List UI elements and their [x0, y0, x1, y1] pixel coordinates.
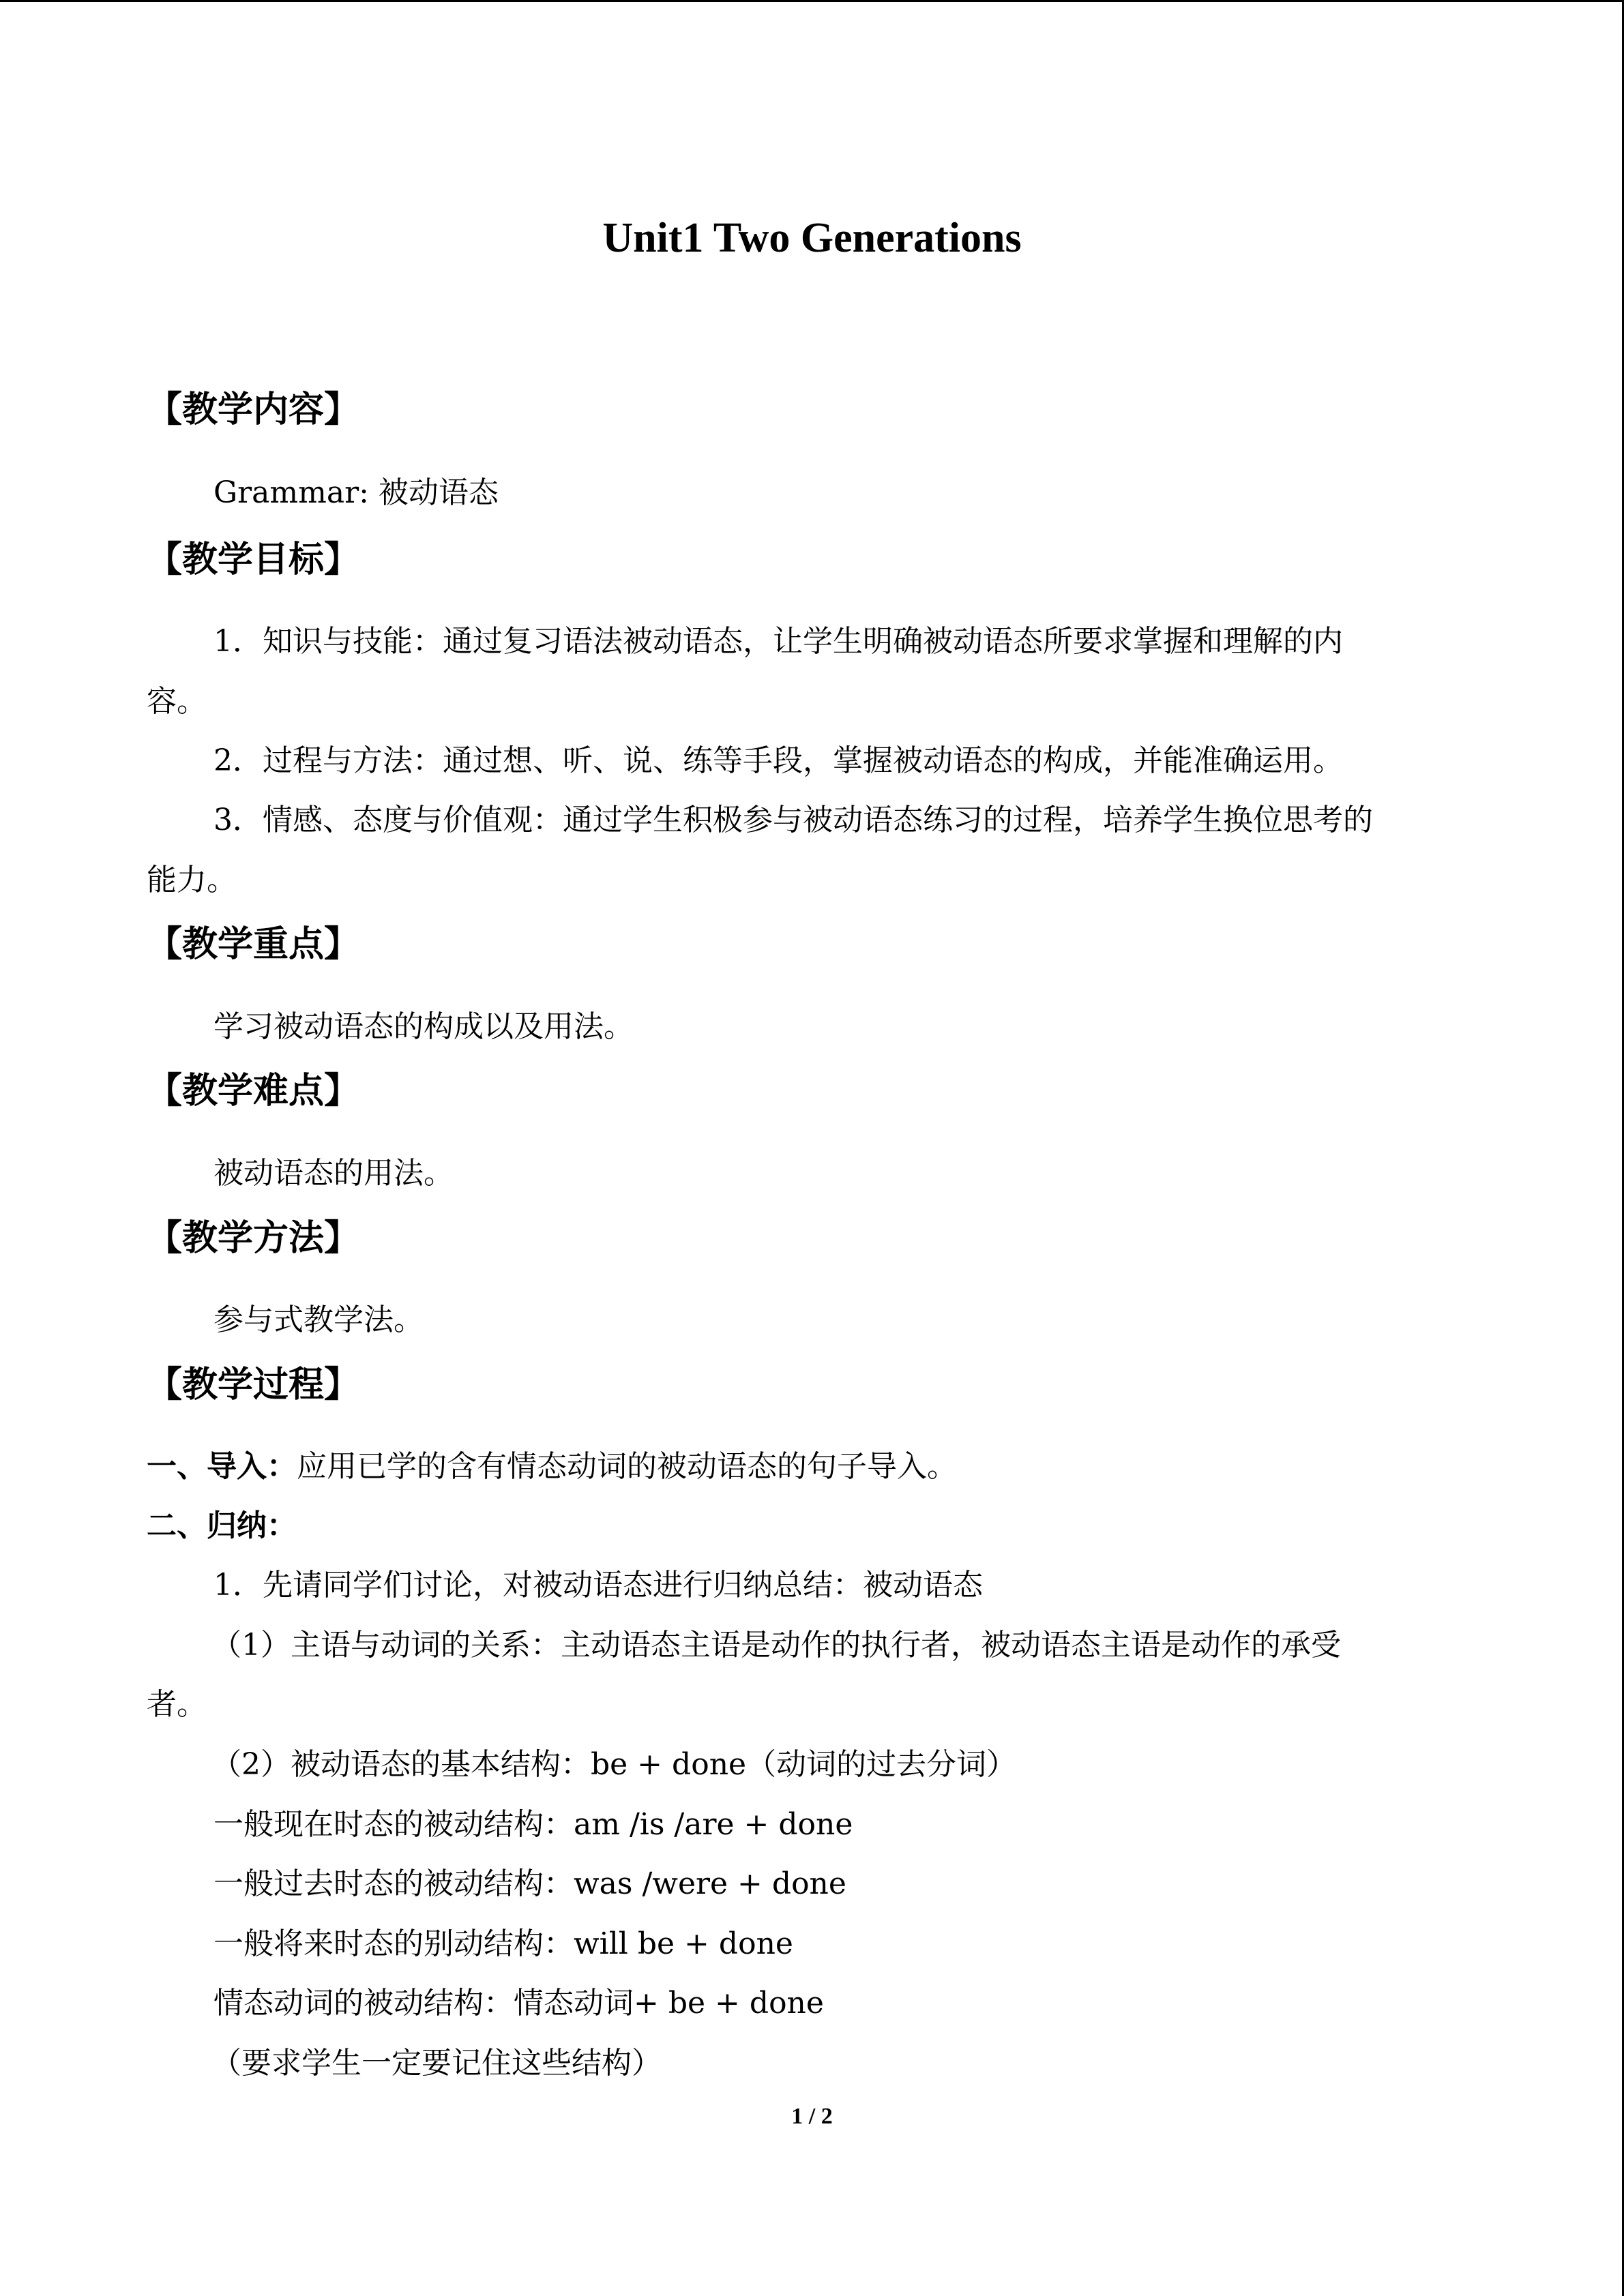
- process-sub-1-cont: 者。: [147, 1687, 207, 1722]
- heading-content: 【教学内容】: [147, 389, 360, 430]
- goal-item-3: 3．情感、态度与价值观：通过学生积极参与被动语态练习的过程，培养学生换位思考的: [213, 803, 1373, 837]
- key-points-text: 学习被动语态的构成以及用法。: [213, 1009, 634, 1044]
- page-number: 1 / 2: [791, 2104, 833, 2129]
- process-sub-1: （1）主语与动词的关系：主动语态主语是动作的执行者，被动语态主语是动作的承受: [211, 1628, 1341, 1663]
- goal-item-3-cont: 能力。: [147, 863, 237, 897]
- document-title: Unit1 Two Generations: [602, 215, 1022, 261]
- heading-key-points: 【教学重点】: [147, 924, 360, 965]
- structure-past: 一般过去时态的被动结构：was /were + done: [213, 1866, 846, 1901]
- heading-goals: 【教学目标】: [147, 539, 360, 580]
- methods-text: 参与式教学法。: [213, 1302, 424, 1337]
- structure-note: （要求学生一定要记住这些结构）: [211, 2046, 662, 2081]
- goal-item-1: 1．知识与技能：通过复习语法被动语态，让学生明确被动语态所要求掌握和理解的内: [213, 624, 1343, 659]
- difficulties-text: 被动语态的用法。: [213, 1156, 454, 1191]
- step-2-label: 二、归纳：: [147, 1508, 297, 1543]
- process-step-2: [147, 1508, 297, 1545]
- structure-future: 一般将来时态的别动结构：will be + done: [213, 1926, 793, 1961]
- heading-process: 【教学过程】: [147, 1365, 360, 1405]
- structure-modal: 情态动词的被动结构：情态动词+ be + done: [213, 1986, 824, 2021]
- process-step-1: [147, 1449, 957, 1485]
- structure-present: 一般现在时态的被动结构：am /is /are + done: [213, 1807, 853, 1842]
- goal-item-1-cont: 容。: [147, 684, 207, 719]
- heading-methods: 【教学方法】: [147, 1218, 360, 1259]
- step-1-text: 应用已学的含有情态动词的被动语态的句子导入。: [297, 1449, 957, 1484]
- goal-item-2: 2．过程与方法：通过想、听、说、练等手段，掌握被动语态的构成，并能准确运用。: [213, 743, 1343, 778]
- step-1-label: 一、导入：: [147, 1449, 297, 1484]
- content-text: Grammar: 被动语态: [213, 475, 499, 510]
- process-point-1: 1．先请同学们讨论，对被动语态进行归纳总结：被动语态: [213, 1568, 983, 1602]
- heading-difficulties: 【教学难点】: [147, 1071, 360, 1112]
- page-border-top: [0, 0, 1624, 2]
- process-sub-2: （2）被动语态的基本结构：be + done（动词的过去分词）: [211, 1747, 1017, 1782]
